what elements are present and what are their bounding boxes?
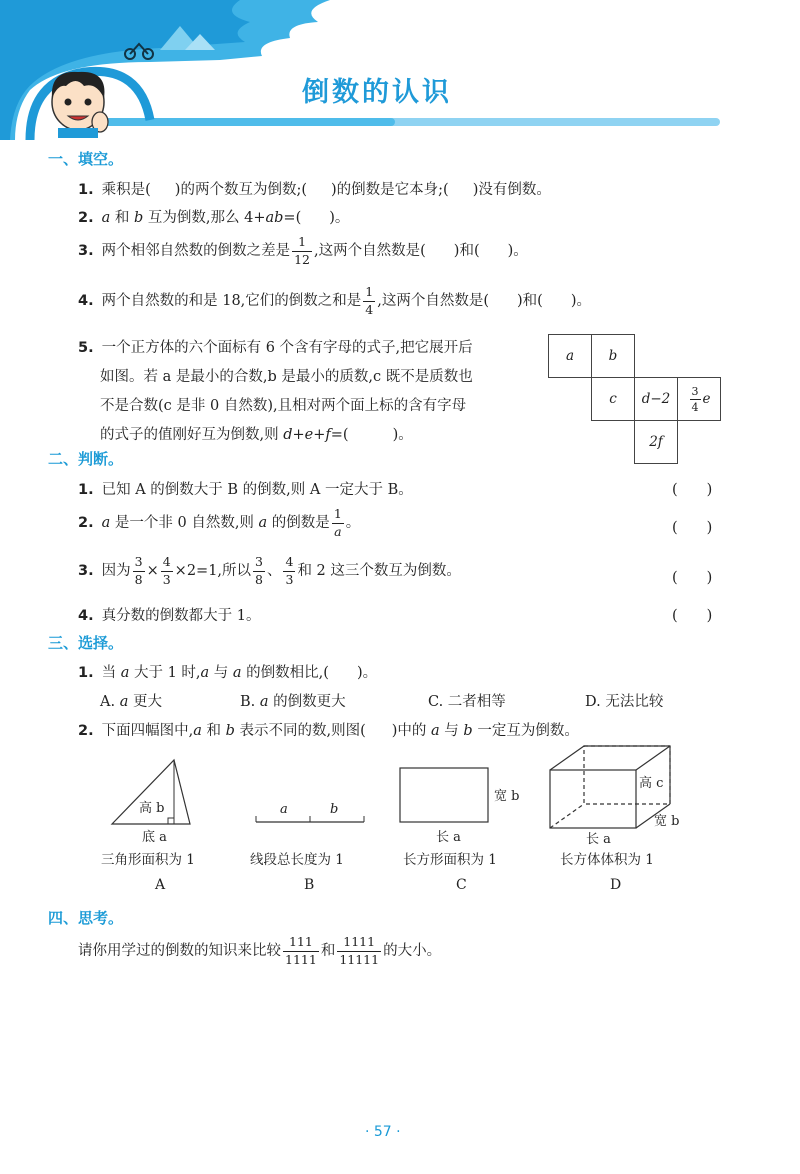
question-number: 1. (78, 182, 94, 198)
option-d[interactable]: D. 无法比较 (585, 694, 664, 710)
text: 因为 (101, 563, 131, 579)
fraction: $\frac{3}{8}$ (134, 554, 143, 587)
text: 两个相邻自然数的倒数之差是 (101, 243, 291, 259)
fraction: $\frac{3}{8}$ (255, 554, 263, 587)
text: )。 (392, 427, 413, 443)
fig-b-b-label: b (330, 802, 339, 817)
net-face-f: 2f (634, 420, 678, 464)
variable: a (200, 665, 210, 681)
judge-4 (78, 604, 260, 625)
question-number: 2. (78, 723, 94, 739)
text: 如图。若 a 是最小的合数,b 是最小的质数,c 既不是质数也 (100, 369, 473, 385)
question-number: 4. (78, 293, 94, 309)
judge-3 (78, 556, 461, 586)
fraction: $\frac{1111}{11111}$ (339, 934, 380, 967)
question-1-2 (78, 206, 349, 227)
text: 真分数的倒数都大于 1。 (101, 608, 261, 624)
text: )的两个数互为倒数;( (174, 182, 307, 198)
question-number: 5. (78, 340, 94, 356)
fraction: $\frac{1}{12}$ (294, 234, 311, 267)
question-1-1 (78, 178, 551, 199)
text: × (146, 563, 159, 579)
option-a[interactable]: A. a 更大 (100, 694, 162, 710)
text: )的倒数是它本身;( (330, 182, 449, 198)
fig-a-caption: 三角形面积为 1 (101, 852, 195, 868)
text: 。 (345, 515, 361, 531)
text: )。 (507, 243, 528, 259)
fig-b-letter[interactable]: B (304, 877, 315, 893)
fig-c-caption: 长方形面积为 1 (403, 852, 497, 868)
text: )中的 (391, 723, 432, 739)
net-face-d: d−2 (634, 377, 678, 421)
text: )和( (517, 293, 543, 309)
text: )和( (453, 243, 480, 259)
text: 请你用学过的倒数的知识来比较 (78, 943, 281, 959)
text: 当 (101, 665, 121, 681)
text: 、 (266, 563, 282, 579)
question-1-4 (78, 286, 591, 316)
fraction: $\frac{1}{a}$ (333, 506, 342, 539)
judge-2 (78, 508, 360, 538)
net-face-a: a (548, 334, 592, 378)
expression: d+e+f (283, 427, 331, 443)
text: 表示不同的数,则图( (234, 723, 366, 739)
text: ×2=1,所以 (174, 563, 252, 579)
fig-d-caption: 长方体体积为 1 (560, 852, 654, 868)
text: 的大小。 (383, 943, 442, 959)
text: 与 (439, 723, 464, 739)
variable: a (101, 515, 111, 531)
question-number: 1. (78, 665, 94, 681)
option-c[interactable]: C. 二者相等 (428, 694, 506, 710)
text: 与 (209, 665, 233, 681)
section-heading-think: 四、思考。 (48, 909, 124, 927)
variable: b (133, 210, 144, 226)
judge-1 (78, 478, 413, 499)
fig-b-caption: 线段总长度为 1 (250, 852, 344, 868)
fig-c-width-label: 宽 b (494, 789, 520, 804)
question-number: 3. (78, 563, 94, 579)
page-number: · 57 · (365, 1124, 401, 1140)
fig-d-width-label: 宽 b (654, 814, 680, 829)
variable: a (120, 665, 130, 681)
text: 的式子的值刚好互为倒数,则 (100, 427, 284, 443)
fraction: $\frac{111}{1111}$ (285, 934, 317, 967)
answer-paren-1[interactable]: ( ) (672, 482, 713, 498)
section-heading-fill: 一、填空。 (48, 150, 124, 168)
variable: ab (265, 210, 284, 226)
text: 下面四幅图中, (101, 723, 194, 739)
text: )没有倒数。 (472, 182, 551, 198)
net-face-b: b (591, 334, 635, 378)
fig-b-a-label: a (280, 802, 288, 817)
page-title: 倒数的认识 (302, 77, 452, 108)
text: 一定互为倒数。 (472, 723, 579, 739)
fig-c-letter[interactable]: C (456, 877, 467, 893)
net-face-c: c (591, 377, 635, 421)
variable: a (258, 515, 268, 531)
text: 不是合数(c 是非 0 自然数),且相对两个面上标的含有字母 (100, 398, 467, 414)
figure-drawings (0, 740, 800, 850)
variable: a (193, 723, 202, 739)
question-number: 1. (78, 482, 94, 498)
text: =( (330, 427, 349, 443)
text: )。 (356, 665, 378, 681)
text: ,这两个自然数是( (377, 293, 489, 309)
text: 已知 A 的倒数大于 B 的倒数,则 A 一定大于 B。 (101, 482, 413, 498)
text: 的倒数相比,( (241, 665, 329, 681)
variable: a (232, 665, 242, 681)
text: 互为倒数,那么 4+ (143, 210, 266, 226)
fig-a-letter[interactable]: A (155, 877, 166, 893)
text: )。 (329, 210, 350, 226)
text: 和 (201, 723, 226, 739)
text: 和 2 这三个数互为倒数。 (297, 563, 461, 579)
variable: a (101, 210, 111, 226)
text: 大于 1 时, (129, 665, 201, 681)
choice-2 (78, 719, 579, 740)
question-1-3 (78, 236, 528, 266)
answer-paren-3[interactable]: ( ) (672, 570, 713, 586)
question-1-5 (78, 334, 473, 450)
text: ,这两个自然数是( (314, 243, 426, 259)
fig-c-length-label: 长 a (436, 830, 461, 845)
choice-1 (78, 661, 377, 682)
fraction: $\frac{4}{3}$ (162, 554, 171, 587)
question-number: 4. (78, 608, 94, 624)
text: 的倒数是 (267, 515, 330, 531)
variable: b (463, 723, 473, 739)
answer-paren-2[interactable]: ( ) (672, 520, 713, 536)
section-heading-judge: 二、判断。 (48, 450, 124, 468)
answer-paren-4[interactable]: ( ) (672, 608, 713, 624)
text: 两个自然数的和是 18,它们的倒数之和是 (101, 293, 362, 309)
variable: b (225, 723, 235, 739)
option-b[interactable]: B. a 的倒数更大 (240, 694, 346, 710)
text: 和 (320, 943, 336, 959)
text: =( (283, 210, 302, 226)
rectangle-shape (400, 768, 488, 822)
fig-d-length-label: 长 a (586, 832, 611, 847)
variable: a (431, 723, 440, 739)
boy-mascot-icon (38, 62, 118, 138)
text: 是一个非 0 自然数,则 (110, 515, 259, 531)
fraction: $\frac{1}{4}$ (365, 284, 374, 317)
text: 一个正方体的六个面标有 6 个含有字母的式子,把它展开后 (101, 340, 473, 356)
cube-net-diagram (548, 334, 728, 466)
fig-d-height-label: 高 c (639, 776, 664, 791)
net-face-e: $\frac{3}{4}$ e (677, 377, 721, 421)
text: )。 (570, 293, 591, 309)
question-number: 3. (78, 243, 94, 259)
text: 乘积是( (101, 182, 151, 198)
fraction: $\frac{4}{3}$ (285, 554, 294, 587)
question-number: 2. (78, 515, 94, 531)
section-heading-choice: 三、选择。 (48, 634, 124, 652)
text: 和 (110, 210, 134, 226)
fig-a-height-label: 高 b (139, 801, 165, 816)
fig-a-base-label: 底 a (142, 830, 167, 845)
think-question (78, 936, 441, 966)
question-number: 2. (78, 210, 94, 226)
fig-d-letter[interactable]: D (610, 877, 622, 893)
